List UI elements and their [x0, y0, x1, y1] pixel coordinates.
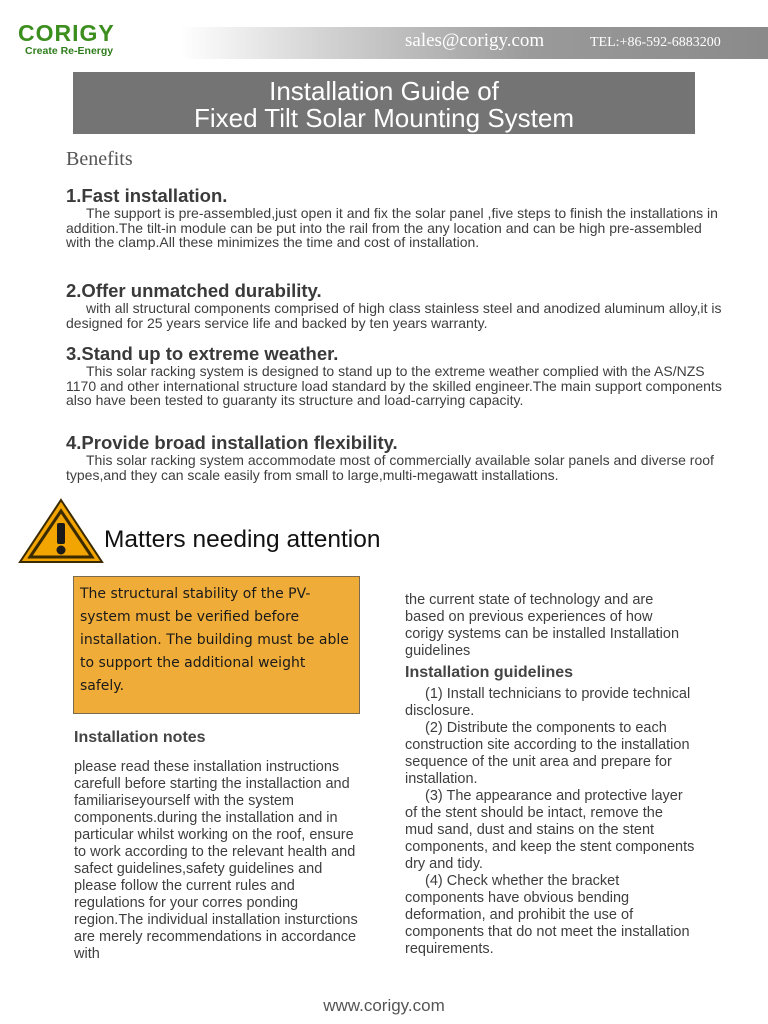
benefit-4-heading: 4.Provide broad installation flexibility. — [66, 432, 398, 453]
warning-triangle-icon — [18, 498, 104, 564]
warning-text: The structural stability of the PV-system must be verified before installation. The building must be able to support the additional weight safely. — [80, 586, 349, 694]
benefit-3 — [66, 344, 726, 408]
title-banner — [73, 72, 695, 134]
benefit-1-heading: 1.Fast installation. — [66, 185, 228, 206]
benefit-1 — [66, 186, 726, 250]
guideline-item: (3) The appearance and protective layer of the stent should be intact, remove the mud sand, dust and stains on the stent components, and keep the stent components dry and tidy. — [405, 788, 695, 872]
benefit-1-text: The support is pre-assembled,just open it and fix the solar panel ,five steps to finish the installations in addition.The tilt-in module can be put into the rail from the any location and can be high pre-assembled with the clamp.All these minimizes the time and cost of installation. — [66, 205, 718, 250]
contact-phone: TEL:+86-592-6883200 — [590, 35, 721, 50]
corigy-logo — [18, 20, 148, 60]
installation-notes-heading: Installation notes — [74, 729, 206, 746]
logo-tagline: Create Re-Energy — [25, 45, 114, 57]
benefit-3-text: This solar racking system is designed to stand up to the extreme weather complied with the AS/NZS 1170 and other international structure load standard by the skilled engineer.The main support components also have been tested to guaranty its structure and load-carrying capacity. — [66, 363, 722, 408]
right-column-intro: the current state of technology and are based on previous experiences of how corigy systems can be installed Installation guidelines — [405, 592, 680, 659]
guideline-item: (4) Check whether the bracket components have obvious bending deformation, and prohibit the use of components that do not meet the installation requirements. — [405, 873, 690, 957]
benefit-3-heading: 3.Stand up to extreme weather. — [66, 343, 339, 364]
guideline-item: (2) Distribute the components to each construction site according to the installation sequence of the unit area and prepare for installation. — [405, 720, 690, 787]
installation-guidelines-heading: Installation guidelines — [405, 664, 574, 681]
warning-box — [73, 576, 360, 714]
logo-wordmark: CORIGY — [18, 20, 115, 46]
installation-notes-text: please read these installation instructions carefull before starting the installaction and familiariseyourself with the system components.during the installation and in particular whilst working on the roof, ensure to work according to the relevant health and safect guidelines,safety guidelines and please follow the current rules and regulations for your corres ponding region.The individual installation insturctions are merely recommendations in accordance with — [74, 759, 358, 962]
title-line-1: Installation Guide of — [269, 76, 499, 106]
benefit-4-text: This solar racking system accommodate most of commercially available solar panels and diverse roof types,and they can scale easily from small to large,multi-megawatt installations. — [66, 452, 714, 483]
contact-email: sales@corigy.com — [405, 30, 545, 51]
benefit-2 — [66, 281, 726, 330]
footer-website: www.corigy.com — [323, 996, 445, 1015]
benefits-heading: Benefits — [66, 148, 133, 170]
attention-heading: Matters needing attention — [104, 526, 381, 553]
guideline-item: (1) Install technicians to provide technical disclosure. — [405, 686, 691, 719]
installation-guidelines-list — [405, 686, 695, 958]
benefit-2-text: with all structural components comprised of high class stainless steel and anodized aluminum alloy,it is designed for 25 years service life and backed by ten years warranty. — [66, 300, 722, 331]
benefit-2-heading: 2.Offer unmatched durability. — [66, 280, 322, 301]
title-line-2: Fixed Tilt Solar Mounting System — [193, 103, 575, 133]
benefit-4 — [66, 433, 726, 482]
